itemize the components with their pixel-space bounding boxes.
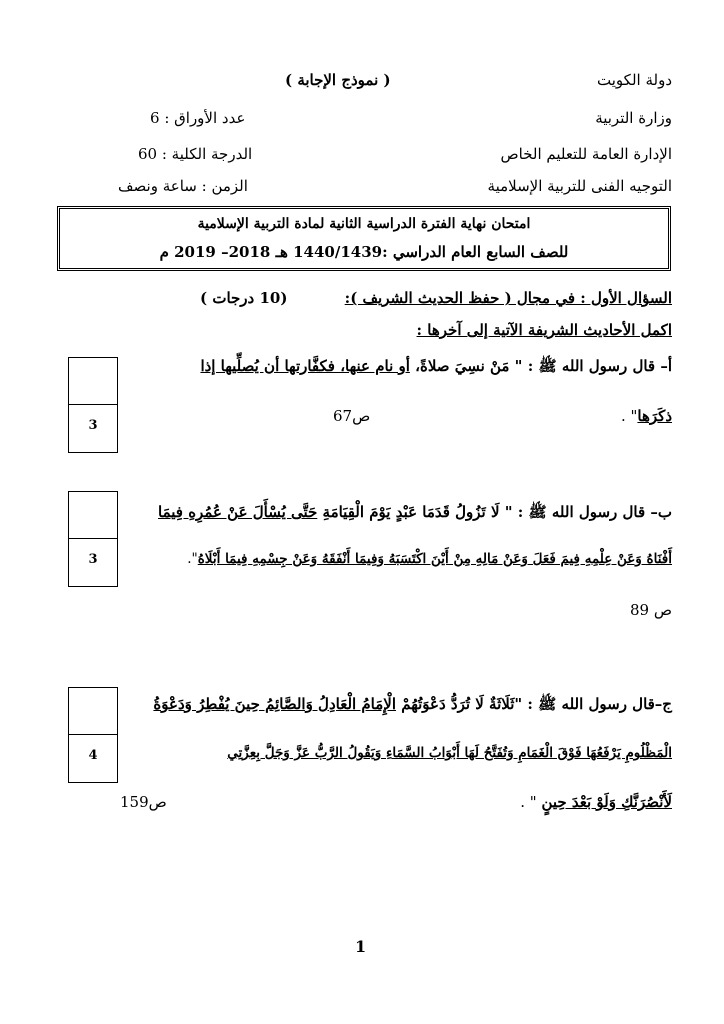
score-value: 3 bbox=[88, 552, 98, 567]
hadith-intro: ب– قال رسول الله ﷺ : " لَا تَزُولُ قَدَمَا عَبْدٍ يَوْمَ الْقِيَامَةِ bbox=[317, 503, 672, 521]
header-pages: عدد الأوراق : 6 bbox=[150, 109, 246, 127]
header-time: الزمن : ساعة ونصف bbox=[118, 177, 248, 195]
exam-title-line1: امتحان نهاية الفترة الدراسية الثانية لمادة التربية الإسلامية bbox=[197, 216, 531, 232]
exam-title-box bbox=[57, 206, 671, 271]
hadith-b-line1 bbox=[158, 503, 672, 525]
hadith-answer: لَأَنْصُرَنَّكِ وَلَوْ بَعْدَ حِينٍ bbox=[541, 793, 672, 811]
header-ministry: وزارة التربية bbox=[595, 109, 672, 127]
hadith-c-line2 bbox=[227, 745, 672, 761]
header-state: دولة الكويت bbox=[597, 71, 672, 89]
score-value: 3 bbox=[88, 418, 98, 433]
hadith-answer: الْمَظْلُومِ يَرْفَعُهَا فَوْقَ الْغَمَامِ وَتُفَتَّحُ لَهَا أَبْوَابُ السَّمَاءِ وَيَقُولُ الرَّبُّ عَزَّ وَجَلَّ بِعِزَّتِي bbox=[227, 745, 672, 761]
hadith-answer: ذكَرَها bbox=[637, 407, 672, 425]
hadith-c-line3 bbox=[520, 793, 672, 811]
hadith-answer: أَفْنَاهُ وَعَنْ عِلْمِهِ فِيمَ فَعَلَ وَعَنْ مَالِهِ مِنْ أَيْنَ اكْتَسَبَهُ وَفِيمَا أَنْفَقَهُ وَعَنْ جِسْمِهِ فِيمَا أَبْلَاهُ bbox=[197, 551, 672, 567]
hadith-tail: ". bbox=[187, 551, 198, 567]
hadith-page-ref: ص67 bbox=[333, 407, 371, 425]
hadith-b-line2 bbox=[187, 551, 672, 567]
hadith-tail: " . bbox=[620, 407, 638, 425]
hadith-answer: الْإِمَامُ الْعَادِلُ وَالصَّائِمُ حِينَ يُفْطِرُ وَدَعْوَةُ bbox=[153, 695, 397, 713]
hadith-a-line2 bbox=[621, 407, 672, 425]
score-box-b bbox=[68, 491, 118, 587]
score-box-a bbox=[68, 357, 118, 453]
question-instruction: اكمل الأحاديث الشريفة الآتية إلى آخرها : bbox=[416, 321, 672, 339]
question-heading: السؤال الأول : في مجال ( حفظ الحديث الشريف ): bbox=[344, 289, 672, 307]
hadith-answer: أو نام عنها، فكفَّارتها أن يُصلِّيها إذا bbox=[200, 357, 410, 375]
hadith-a-line1 bbox=[200, 357, 672, 379]
header-guidance: التوجيه الفنى للتربية الإسلامية bbox=[487, 177, 672, 195]
header-grade-total: الدرجة الكلية : 60 bbox=[138, 145, 253, 163]
hadith-page-ref: ص 89 bbox=[630, 601, 672, 619]
question-marks: (10 درجات ) bbox=[200, 289, 288, 307]
hadith-tail: " . bbox=[520, 793, 542, 811]
hadith-c-line1 bbox=[153, 695, 672, 717]
hadith-answer: حَتَّى يُسْأَلَ عَنْ عُمُرِهِ فِيمَا bbox=[158, 503, 318, 521]
exam-title-line2: للصف السابع العام الدراسي :1440/1439 هـ 2018– 2019 م bbox=[159, 243, 569, 261]
header-model: ( نموذج الإجابة ) bbox=[285, 71, 391, 89]
hadith-page-ref: ص159 bbox=[120, 793, 167, 811]
hadith-intro: أ– قال رسول الله ﷺ : " مَنْ نسِيَ صلاةً، bbox=[409, 357, 672, 375]
score-value: 4 bbox=[88, 748, 98, 763]
header-admin: الإدارة العامة للتعليم الخاص bbox=[500, 145, 672, 163]
score-box-c bbox=[68, 687, 118, 783]
page-number: 1 bbox=[355, 937, 367, 956]
hadith-intro: ج–قال رسول الله ﷺ : "ثَلَاثَةٌ لَا تُرَدُّ دَعْوَتُهُمْ bbox=[396, 695, 672, 713]
